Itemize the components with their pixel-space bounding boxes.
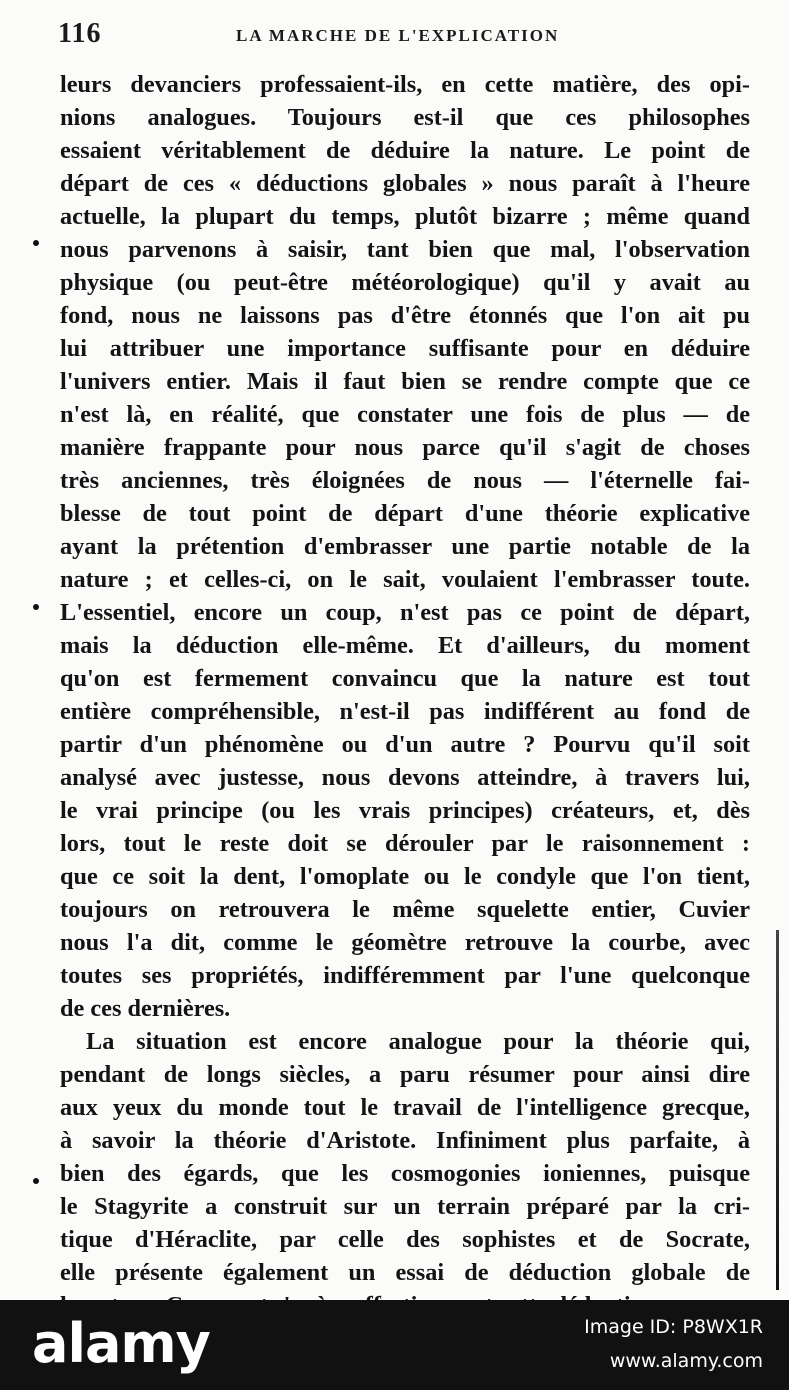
text-line: lors, tout le reste doit se dérouler par le raisonnement :	[60, 830, 750, 857]
alamy-logo: alamy	[32, 1312, 210, 1375]
text-line: L'essentiel, encore un coup, n'est pas ce point de départ,	[60, 599, 750, 626]
margin-dot-mark	[33, 1178, 39, 1184]
text-line: nous l'a dit, comme le géomètre retrouve la courbe, avec	[60, 929, 750, 956]
text-line: le vrai principe (ou les vrais principes) créateurs, et, dès	[60, 797, 750, 824]
text-line: très anciennes, très éloignées de nous — l'éternelle fai-	[60, 467, 750, 494]
text-line: manière frappante pour nous parce qu'il s'agit de choses	[60, 434, 750, 461]
text-line: mais la déduction elle-même. Et d'ailleurs, du moment	[60, 632, 750, 659]
image-id-label: Image ID: P8WX1R	[584, 1316, 763, 1338]
text-line-paragraph-start: La situation est encore analogue pour la théorie qui,	[86, 1028, 750, 1055]
text-line: blesse de tout point de départ d'une théorie explicative	[60, 500, 750, 527]
text-line: pendant de longs siècles, a paru résumer pour ainsi dire	[60, 1061, 750, 1088]
text-line: actuelle, la plupart du temps, plutôt bizarre ; même quand	[60, 203, 750, 230]
text-line: n'est là, en réalité, que constater une fois de plus — de	[60, 401, 750, 428]
text-line: physique (ou peut-être météorologique) qu'il y avait au	[60, 269, 750, 296]
text-line: nions analogues. Toujours est-il que ces philosophes	[60, 104, 750, 131]
text-line: tique d'Héraclite, par celle des sophistes et de Socrate,	[60, 1226, 750, 1253]
text-line: ayant la prétention d'embrasser une partie notable de la	[60, 533, 750, 560]
page-number: 116	[58, 18, 102, 49]
text-line: analysé avec justesse, nous devons atteindre, à travers lui,	[60, 764, 750, 791]
body-text	[60, 68, 750, 1322]
text-line: l'univers entier. Mais il faut bien se rendre compte que ce	[60, 368, 750, 395]
site-url-label: www.alamy.com	[609, 1350, 763, 1372]
text-line: le Stagyrite a construit sur un terrain préparé par la cri-	[60, 1193, 750, 1220]
text-line: fond, nous ne laissons pas d'être étonnés que l'on ait pu	[60, 302, 750, 329]
page-edge-shadow	[776, 930, 779, 1290]
margin-dot-mark	[33, 240, 39, 246]
text-line: toutes ses propriétés, indifféremment par l'une quelconque	[60, 962, 750, 989]
text-line: toujours on retrouvera le même squelette entier, Cuvier	[60, 896, 750, 923]
text-line: aux yeux du monde tout le travail de l'intelligence grecque,	[60, 1094, 750, 1121]
text-line: entière compréhensible, n'est-il pas indifférent au fond de	[60, 698, 750, 725]
text-line: elle présente également un essai de déduction globale de	[60, 1259, 750, 1286]
text-line: à savoir la théorie d'Aristote. Infiniment plus parfaite, à	[60, 1127, 750, 1154]
text-line: nous parvenons à saisir, tant bien que mal, l'observation	[60, 236, 750, 263]
text-line: leurs devanciers professaient-ils, en cette matière, des opi-	[60, 71, 750, 98]
text-line: que ce soit la dent, l'omoplate ou le condyle que l'on tient,	[60, 863, 750, 890]
text-line: partir d'un phénomène ou d'un autre ? Pourvu qu'il soit	[60, 731, 750, 758]
text-line: essaient véritablement de déduire la nature. Le point de	[60, 137, 750, 164]
text-line: lui attribuer une importance suffisante pour en déduire	[60, 335, 750, 362]
text-line-paragraph-end: de ces dernières.	[60, 995, 231, 1022]
watermark-banner	[0, 1300, 789, 1390]
text-line: départ de ces « déductions globales » nous paraît à l'heure	[60, 170, 750, 197]
running-head: LA MARCHE DE L'EXPLICATION	[236, 26, 560, 45]
page-header	[58, 18, 748, 58]
margin-dot-mark	[33, 604, 39, 610]
text-line: bien des égards, que les cosmogonies ioniennes, puisque	[60, 1160, 750, 1187]
text-line: nature ; et celles-ci, on le sait, voulaient l'embrasser toute.	[60, 566, 750, 593]
text-line: qu'on est fermement convaincu que la nature est tout	[60, 665, 750, 692]
